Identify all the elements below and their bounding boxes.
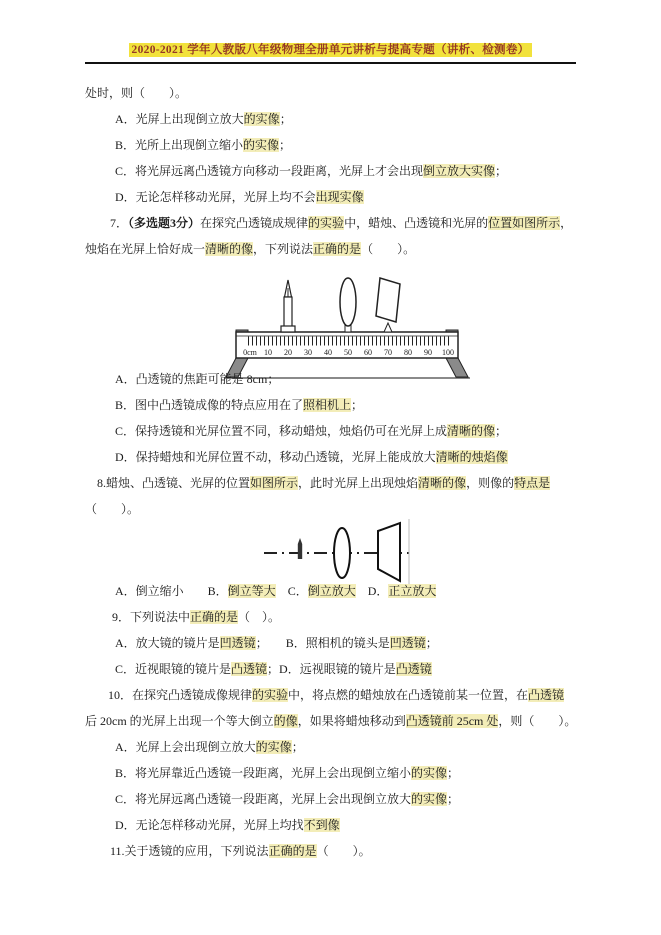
question9-options-ab: [115, 635, 438, 652]
text-segment: 正立放大: [388, 584, 437, 598]
text-segment: ； B．照相机的镜头是: [255, 636, 390, 650]
text-segment: 的实像: [411, 766, 448, 780]
text-segment: 清晰的像: [418, 476, 467, 490]
text-segment: A．放大镜的镜片是: [115, 636, 220, 650]
text-segment: A．凸透镜的焦距可能是 8cm；: [115, 372, 280, 386]
small-candle: [298, 538, 302, 559]
text-segment: C．近视眼镜的镜片是: [115, 662, 232, 676]
text-segment: 的实验: [252, 688, 289, 702]
screen-panel: [376, 278, 400, 322]
text-segment: （ ）。: [361, 242, 416, 256]
optical-bench-figure: [222, 268, 472, 380]
document-title: 2020-2021 学年人教版八年级物理全册单元讲析与提高专题（讲析、检测卷）: [129, 43, 533, 57]
ruler-label-80: 80: [404, 348, 412, 357]
lens-glass: [340, 278, 356, 326]
question7-stem-line2: [85, 241, 415, 258]
text-segment: （ ）。: [316, 844, 371, 858]
text-segment: A．倒立缩小 B．: [115, 584, 228, 598]
ruler-label-30: 30: [304, 348, 312, 357]
text-segment: 的像: [273, 714, 298, 728]
ruler-label-10: 10: [264, 348, 272, 357]
question10-stem-line2: [85, 713, 576, 730]
question7-option-b: [115, 397, 363, 414]
question11-stem: [110, 843, 371, 860]
text-segment: （多选题3分）: [128, 216, 201, 230]
ruler-label-40: 40: [324, 348, 332, 357]
text-segment: 倒立等大: [227, 584, 276, 598]
text-segment: D．无论怎样移动光屏，光屏上均找: [115, 818, 304, 832]
question7-option-d: [115, 449, 508, 466]
text-segment: （ ）。: [85, 502, 140, 516]
bench-right-foot: [446, 358, 468, 377]
ruler-label-20: 20: [284, 348, 292, 357]
question8-options-row: [115, 583, 436, 600]
page-header: [0, 41, 661, 57]
text-segment: 如图所示: [250, 476, 299, 490]
text-segment: ；: [495, 424, 508, 438]
text-segment: D．: [355, 584, 389, 598]
candle-body: [284, 297, 292, 328]
question6-stem-continuation: [85, 85, 187, 102]
convex-lens-2: [334, 528, 350, 578]
text-segment: ；: [351, 398, 364, 412]
ruler-label-70: 70: [384, 348, 392, 357]
text-segment: （ ）。: [238, 610, 281, 624]
text-segment: 照相机上: [303, 398, 352, 412]
text-segment: C．保持透镜和光屏位置不同，移动蜡烛，烛焰仍可在光屏上成: [115, 424, 448, 438]
small-candle-body: [298, 544, 302, 559]
text-segment: 倒立放大: [307, 584, 356, 598]
ruler-label-100: 100: [442, 348, 454, 357]
candle-holder: [281, 326, 295, 332]
text-segment: 位置如图所示: [488, 216, 561, 230]
text-segment: ；: [425, 636, 438, 650]
text-segment: A．光屏上出现倒立放大: [115, 112, 244, 126]
header-divider: [85, 62, 576, 64]
text-segment: B．将光屏靠近凸透镜一段距离，光屏上会出现倒立缩小: [115, 766, 412, 780]
lens-axis-figure: [262, 517, 416, 587]
text-segment: ；: [279, 138, 292, 152]
question8-stem-line1: [97, 475, 550, 492]
ruler-label-90: 90: [424, 348, 432, 357]
text-segment: 烛焰在光屏上恰好成一: [85, 242, 206, 256]
question7-option-c: [115, 423, 507, 440]
small-candle-flame: [298, 538, 302, 544]
text-segment: ；: [495, 164, 508, 178]
text-segment: 10．在探究凸透镜成像规律: [108, 688, 253, 702]
optical-bench-drawing: [222, 268, 472, 380]
text-segment: 的实像: [411, 792, 448, 806]
text-segment: 9．下列说法中: [112, 610, 191, 624]
text-segment: 正确的是: [268, 844, 317, 858]
text-segment: ，则像的: [466, 476, 515, 490]
text-segment: 清晰的像: [205, 242, 254, 256]
text-segment: 凹透镜: [219, 636, 256, 650]
text-segment: D．无论怎样移动光屏，光屏上均不会: [115, 190, 316, 204]
text-segment: ，下列说法: [253, 242, 314, 256]
question10-option-a: [115, 739, 304, 756]
text-segment: 不到像: [303, 818, 340, 832]
text-segment: 凸透镜: [231, 662, 268, 676]
question10-option-c: [115, 791, 459, 808]
text-segment: ，此时光屏上出现烛焰: [298, 476, 419, 490]
screen: [376, 278, 400, 332]
question10-option-d: [115, 817, 340, 834]
lens-axis-drawing: [262, 517, 416, 587]
text-segment: 在探究凸透镜成规律: [200, 216, 309, 230]
screen-stand: [384, 323, 392, 332]
text-segment: 处时，则（ ）。: [85, 86, 188, 100]
text-segment: ；: [447, 792, 460, 806]
text-segment: 凸透镜: [395, 662, 432, 676]
text-segment: C．将光屏远离凸透镜一段距离，光屏上会出现倒立放大: [115, 792, 412, 806]
text-segment: 凸透镜前 25cm 处: [405, 714, 499, 728]
question7-stem-line1: [110, 215, 572, 232]
text-segment: ，: [560, 216, 573, 230]
text-segment: 正确的是: [190, 610, 239, 624]
question6-option-b: [115, 137, 291, 154]
text-segment: ；: [447, 766, 460, 780]
question7-option-a: [115, 371, 279, 388]
text-segment: D．保持蜡烛和光屏位置不动，移动凸透镜，光屏上能成放大: [115, 450, 436, 464]
text-segment: B．图中凸透镜成像的特点应用在了: [115, 398, 304, 412]
text-segment: B．光所上出现倒立缩小: [115, 138, 244, 152]
text-segment: 正确的是: [313, 242, 362, 256]
text-segment: 凸透镜: [528, 688, 565, 702]
text-segment: C．将光屏远离凸透镜方向移动一段距离，光屏上才会出现: [115, 164, 424, 178]
question9-stem: [112, 609, 280, 626]
screen-2: [378, 523, 400, 581]
text-segment: 清晰的烛焰像: [435, 450, 508, 464]
text-segment: 清晰的像: [447, 424, 496, 438]
question10-option-b: [115, 765, 459, 782]
text-segment: 7．: [110, 216, 129, 230]
question6-option-c: [115, 163, 507, 180]
text-segment: 倒立放大实像: [423, 164, 496, 178]
ruler-label-60: 60: [364, 348, 372, 357]
text-segment: ；: [279, 112, 292, 126]
text-segment: ；: [291, 740, 304, 754]
question6-option-d: [115, 189, 364, 206]
candle: [281, 280, 295, 332]
text-segment: ；D．远视眼镜的镜片是: [267, 662, 396, 676]
question10-stem-line1: [108, 687, 564, 704]
text-segment: C．: [275, 584, 308, 598]
text-segment: 中，蜡烛、凸透镜和光屏的: [344, 216, 489, 230]
ruler-label-0: 0cm: [243, 348, 257, 357]
text-segment: 中，将点燃的蜡烛放在凸透镜前某一位置，在: [288, 688, 529, 702]
text-segment: 后 20cm 的光屏上出现一个等大倒立: [85, 714, 274, 728]
text-segment: A．光屏上会出现倒立放大: [115, 740, 256, 754]
question8-stem-line2: [85, 501, 139, 518]
text-segment: 的实验: [308, 216, 345, 230]
text-segment: 的实像: [255, 740, 292, 754]
text-segment: 8.蜡烛、凸透镜、光屏的位置: [97, 476, 251, 490]
text-segment: 11.关于透镜的应用，下列说法: [110, 844, 269, 858]
text-segment: ，则（ ）。: [498, 714, 577, 728]
text-segment: 出现实像: [315, 190, 364, 204]
question9-options-cd: [115, 661, 432, 678]
text-segment: 的实像: [243, 112, 280, 126]
text-segment: 凹透镜: [389, 636, 426, 650]
convex-lens: [340, 278, 356, 332]
text-segment: 的实像: [243, 138, 280, 152]
ruler-label-50: 50: [344, 348, 352, 357]
text-segment: ，如果将蜡烛移动到: [297, 714, 406, 728]
question6-option-a: [115, 111, 292, 128]
text-segment: 特点是: [514, 476, 551, 490]
